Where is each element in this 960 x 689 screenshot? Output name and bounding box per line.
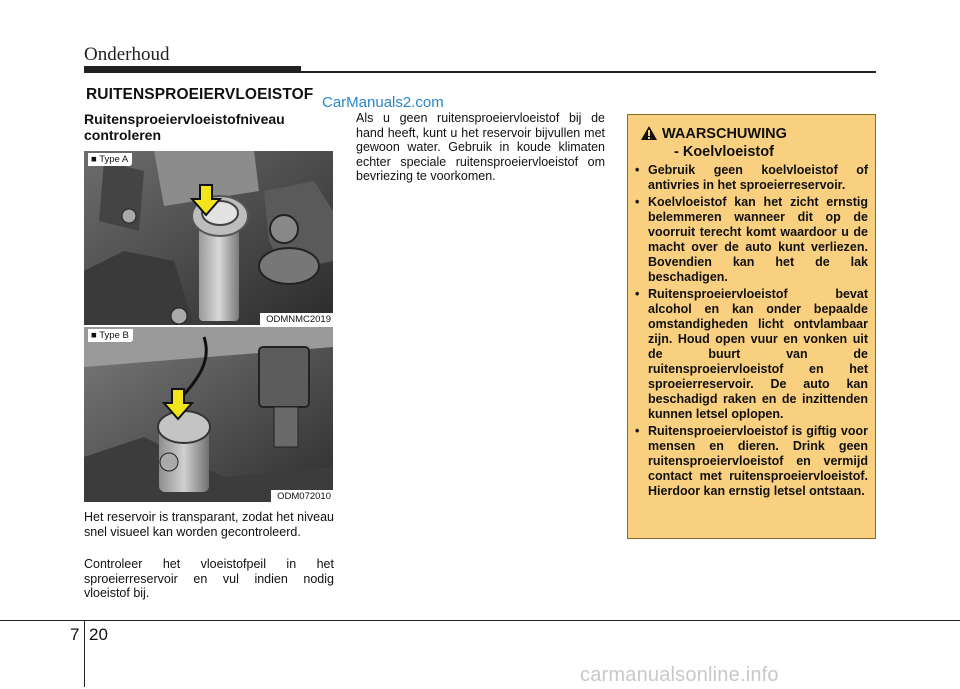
warning-subtitle: - Koelvloeistof	[674, 144, 774, 160]
subsection-title: Ruitensproeiervloeistofniveau controleren	[84, 111, 285, 143]
figure-type-a	[84, 151, 333, 325]
chapter-number: 7	[70, 625, 80, 644]
figure-code: ODMNMC2019	[260, 313, 333, 325]
figure-code: ODM072010	[271, 490, 333, 502]
warning-triangle-icon	[640, 125, 658, 141]
watermark-bottom: carmanualsonline.info	[580, 664, 779, 686]
figure-type-a-label: Type A	[99, 154, 129, 165]
footer-divider	[84, 621, 85, 687]
footer-rule	[0, 620, 960, 621]
figure-type-b-label: Type B	[99, 330, 129, 341]
warning-title: WAARSCHUWING	[662, 126, 787, 142]
paragraph-reservoir: Het reservoir is transparant, zodat het niveau snel visueel kan worden gecontroleerd.	[84, 510, 334, 539]
section-title: RUITENSPROEIERVLOEISTOF	[86, 86, 314, 103]
warning-item: • Ruitensproeiervloeistof bevat alcohol en kan onder bepaalde omstandigheden licht ontvlambaar zijn. Houd open vuur en vonken uit de buurt van de ruitensproeiervloeistof en het sproeierreservoir. De auto kan beschadigd raken en de inzittenden kunnen letsel oplopen.	[634, 287, 868, 422]
engine-bay-illustration-a	[84, 151, 333, 325]
engine-bay-illustration-b	[84, 327, 333, 502]
warning-item: • Koelvloeistof kan het zicht ernstig belemmeren wanneer dit op de voorruit terecht komt waardoor u de macht over de auto kunt verliezen. Bovendien kan het de lak beschadigen.	[634, 195, 868, 285]
figure-label: ■ Type B	[88, 329, 133, 342]
warning-item: • Ruitensproeiervloeistof is giftig voor mensen en dieren. Drink geen ruitensproeiervloeistof en vermijd contact met ruitensproeiervloeistof. Hierdoor kan ernstig letsel ontstaan.	[634, 424, 868, 499]
paragraph-check-level: Controleer het vloeistofpeil in het sproeierreservoir en vul indien nodig vloeistof bij.	[84, 557, 334, 600]
header-rule-thick	[84, 66, 301, 73]
warning-list	[634, 163, 868, 501]
header-rule-thin	[300, 71, 876, 73]
figure-type-b	[84, 327, 333, 502]
figure-label: ■ Type A	[88, 153, 132, 166]
watermark-top: CarManuals2.com	[322, 94, 444, 111]
header-title: Onderhoud	[84, 44, 170, 65]
page-number: 20	[89, 625, 108, 644]
warning-item: • Gebruik geen koelvloeistof of antivries in het sproeierreservoir.	[634, 163, 868, 193]
paragraph-water-tip: Als u geen ruitensproeiervloeistof bij de hand heeft, kunt u het reservoir bijvullen met gewoon water. Gebruik in koude klimaten echter speciale ruitensproeiervloeistof om bevriezing te voorkomen.	[356, 111, 605, 183]
warning-box	[627, 114, 876, 539]
